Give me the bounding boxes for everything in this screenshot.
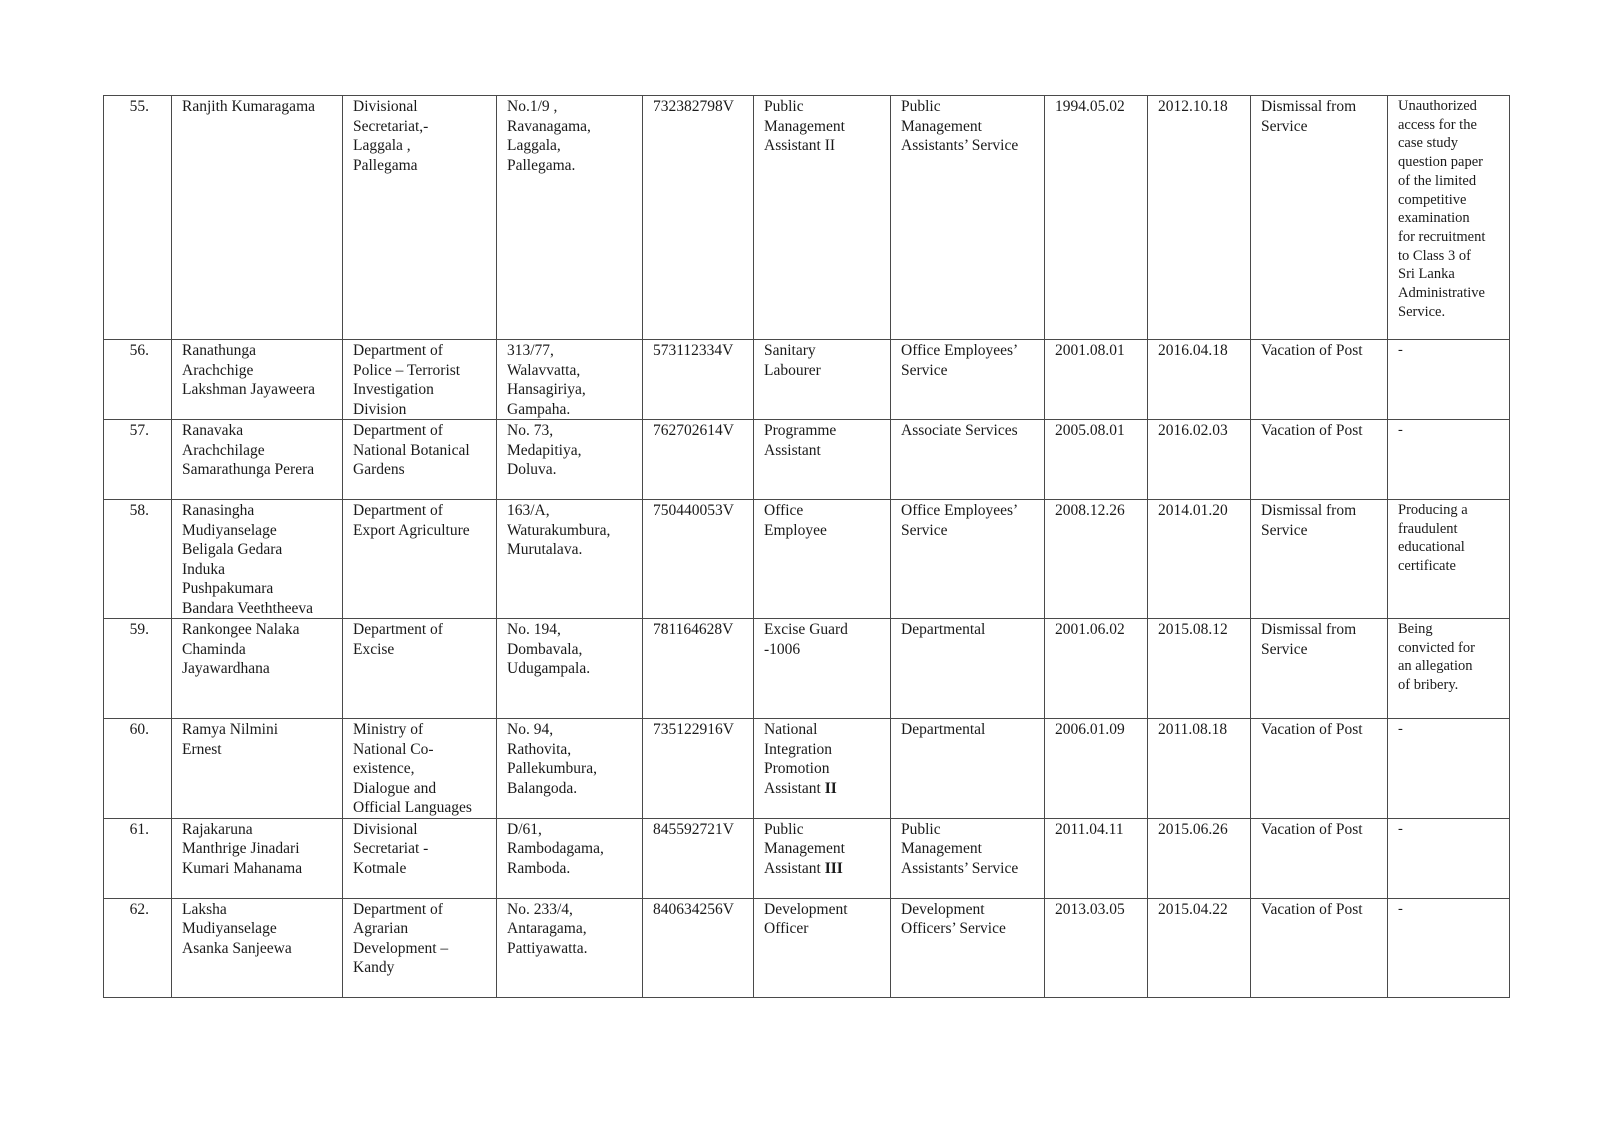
reason-line: competitive — [1398, 191, 1467, 208]
reason-line: access for the — [1398, 116, 1477, 133]
disciplinary-action-line: Dismissal from — [1261, 98, 1357, 115]
record-number-text: 58. — [129, 502, 149, 519]
date-of-appointment-cell — [1045, 500, 1148, 619]
workplace-cell — [343, 500, 497, 619]
reason-cell — [1388, 340, 1510, 420]
address-line: Pallekumbura, — [507, 760, 597, 777]
officer-name-line: Chaminda — [182, 640, 246, 658]
date-of-appointment-cell — [1045, 818, 1148, 898]
officer-name-line: Samarathunga Perera — [182, 461, 315, 478]
nic-number-cell — [643, 96, 754, 340]
nic-number-cell — [643, 420, 754, 500]
post-line: Management — [764, 840, 845, 857]
table-row — [104, 96, 1510, 340]
reason-line: of bribery. — [1398, 677, 1459, 694]
date-of-removal-text: 2012.10.18 — [1158, 98, 1228, 115]
nic-number-text: 840634256V — [653, 900, 734, 918]
workplace-line: Laggala , — [353, 137, 411, 154]
reason-line: Producing a — [1398, 502, 1468, 518]
reason-line: - — [1398, 820, 1403, 837]
disciplinary-action-cell — [1251, 818, 1388, 898]
address-line: Pattiyawatta. — [507, 939, 588, 957]
record-number-cell — [104, 420, 172, 500]
nic-number-cell — [643, 898, 754, 997]
service-line: Office Employees’ — [901, 502, 1019, 519]
nic-number-text: 781164628V — [653, 621, 734, 638]
address-line: Antaragama, — [507, 920, 587, 937]
post-line: Public — [764, 820, 804, 838]
post-cell — [754, 719, 891, 819]
reason-line: Service. — [1398, 303, 1446, 320]
nic-number-cell — [643, 818, 754, 898]
post-cell — [754, 898, 891, 997]
officer-name-line: Rankongee Nalaka — [182, 621, 300, 638]
post-cell — [754, 818, 891, 898]
nic-number-text: 845592721V — [653, 820, 734, 838]
address-line: No. 73, — [507, 422, 554, 439]
disciplinary-action-line: Service — [1261, 521, 1308, 539]
service-cell — [891, 96, 1045, 340]
workplace-line: National Botanical — [353, 441, 470, 459]
date-of-appointment-cell — [1045, 420, 1148, 500]
workplace-line: Ministry of — [353, 721, 424, 738]
service-line: Officers’ Service — [901, 920, 1006, 937]
post-line: Officer — [764, 920, 809, 937]
date-of-removal-text: 2011.08.18 — [1158, 721, 1228, 738]
workplace-cell — [343, 619, 497, 719]
officer-name-line: Jayawardhana — [182, 660, 270, 677]
table-row — [104, 719, 1510, 819]
reason-line: - — [1398, 342, 1403, 358]
post-line: Sanitary — [764, 342, 816, 359]
address-cell — [497, 340, 643, 420]
disciplinary-action-cell — [1251, 96, 1388, 340]
service-line: Associate Services — [901, 422, 1018, 439]
officer-name-line: Ranavaka — [182, 422, 244, 439]
nic-number-text: 762702614V — [653, 422, 734, 439]
reason-line: - — [1398, 721, 1403, 737]
date-of-removal-cell — [1148, 340, 1251, 420]
nic-number-cell — [643, 340, 754, 420]
workplace-line: Division — [353, 400, 407, 418]
post-line: Public — [764, 98, 804, 115]
post-line: Employee — [764, 521, 827, 539]
post-cell — [754, 96, 891, 340]
date-of-removal-cell — [1148, 619, 1251, 719]
workplace-line: Excise — [353, 640, 395, 658]
officer-name-line: Asanka Sanjeewa — [182, 939, 292, 957]
workplace-line: Agrarian — [353, 920, 409, 937]
record-number-text: 60. — [129, 721, 149, 738]
officer-name-line: Bandara Veeththeeva — [182, 599, 313, 617]
officer-name-line: Ranasingha — [182, 502, 255, 519]
workplace-line: Department of — [353, 621, 443, 638]
address-line: D/61, — [507, 820, 542, 838]
date-of-appointment-text: 2001.08.01 — [1055, 342, 1125, 359]
record-number-cell — [104, 898, 172, 997]
date-of-appointment-cell — [1045, 619, 1148, 719]
workplace-line: Official Languages — [353, 799, 472, 816]
nic-number-text: 732382798V — [653, 98, 734, 115]
address-line: No.1/9 , — [507, 98, 558, 115]
workplace-line: Department of — [353, 342, 443, 359]
disciplinary-action-line: Dismissal from — [1261, 621, 1357, 638]
service-cell — [891, 420, 1045, 500]
record-number-cell — [104, 619, 172, 719]
record-number-text: 55. — [129, 98, 149, 115]
service-line: Management — [901, 117, 982, 135]
disciplinary-action-cell — [1251, 619, 1388, 719]
disciplinary-action-cell — [1251, 420, 1388, 500]
record-number-text: 56. — [129, 342, 149, 359]
post-grade: III — [824, 859, 843, 877]
officer-name-line: Beligala Gedara — [182, 541, 283, 558]
reason-line: to Class 3 of — [1398, 247, 1471, 264]
service-line: Departmental — [901, 721, 986, 738]
workplace-line: Dialogue and — [353, 779, 437, 797]
disciplinary-action-line: Vacation of Post — [1261, 820, 1363, 838]
records-body — [104, 96, 1510, 998]
reason-cell — [1388, 500, 1510, 619]
workplace-line: Development – — [353, 939, 449, 957]
post-cell — [754, 420, 891, 500]
reason-line: for recruitment — [1398, 228, 1486, 245]
reason-cell — [1388, 898, 1510, 997]
officer-name-line: Ranathunga — [182, 342, 257, 359]
officer-name-cell — [172, 719, 343, 819]
service-line: Departmental — [901, 621, 986, 638]
workplace-line: Divisional — [353, 98, 418, 115]
reason-line: examination — [1398, 210, 1470, 227]
record-number-cell — [104, 818, 172, 898]
post-line: Assistant II — [764, 137, 836, 154]
service-line: Office Employees’ — [901, 342, 1019, 359]
reason-line: Sri Lanka — [1398, 266, 1455, 283]
officer-name-line: Mudiyanselage — [182, 920, 277, 937]
address-line: Pallegama. — [507, 156, 576, 174]
officer-name-cell — [172, 500, 343, 619]
post-cell — [754, 340, 891, 420]
post-line: Assistant II — [764, 779, 837, 797]
date-of-removal-cell — [1148, 898, 1251, 997]
reason-line: fraudulent — [1398, 520, 1458, 537]
officer-name-cell — [172, 619, 343, 719]
address-cell — [497, 619, 643, 719]
address-line: Hansagiriya, — [507, 381, 586, 398]
date-of-appointment-text: 2005.08.01 — [1055, 422, 1125, 439]
officer-name-cell — [172, 818, 343, 898]
table-row — [104, 619, 1510, 719]
record-number-cell — [104, 340, 172, 420]
nic-number-cell — [643, 619, 754, 719]
disciplinary-action-line: Vacation of Post — [1261, 422, 1363, 439]
officer-name-line: Lakshman Jayaweera — [182, 381, 315, 398]
address-cell — [497, 719, 643, 819]
service-cell — [891, 898, 1045, 997]
workplace-line: Department of — [353, 422, 443, 439]
date-of-removal-cell — [1148, 420, 1251, 500]
reason-line: case study — [1398, 135, 1458, 152]
workplace-cell — [343, 898, 497, 997]
post-line: Labourer — [764, 361, 821, 379]
address-line: Dombavala, — [507, 640, 583, 658]
date-of-removal-text: 2016.04.18 — [1158, 342, 1228, 359]
reason-cell — [1388, 818, 1510, 898]
service-line: Management — [901, 840, 982, 857]
workplace-line: Kandy — [353, 959, 395, 976]
address-line: Murutalava. — [507, 541, 583, 558]
address-line: No. 233/4, — [507, 900, 573, 918]
reason-cell — [1388, 619, 1510, 719]
reason-line: Being — [1398, 621, 1433, 637]
officer-name-line: Mudiyanselage — [182, 521, 277, 539]
reason-line: educational — [1398, 539, 1465, 556]
officer-name-line: Ranjith Kumaragama — [182, 98, 315, 115]
disciplinary-action-line: Vacation of Post — [1261, 721, 1363, 738]
workplace-cell — [343, 420, 497, 500]
nic-number-text: 735122916V — [653, 721, 734, 738]
workplace-cell — [343, 818, 497, 898]
post-line: Office — [764, 502, 804, 519]
address-line: Laggala, — [507, 137, 561, 154]
reason-line: Administrative — [1398, 285, 1485, 302]
date-of-removal-text: 2015.06.26 — [1158, 820, 1228, 838]
date-of-removal-text: 2015.08.12 — [1158, 621, 1228, 638]
service-line: Service — [901, 521, 948, 539]
workplace-line: Pallegama — [353, 156, 418, 174]
date-of-appointment-text: 1994.05.02 — [1055, 98, 1125, 115]
workplace-line: National Co- — [353, 740, 434, 758]
post-line: Assistant — [764, 441, 821, 459]
table-row — [104, 340, 1510, 420]
officer-name-line: Rajakaruna — [182, 820, 253, 838]
officer-name-line: Ernest — [182, 740, 222, 758]
date-of-appointment-text: 2011.04.11 — [1055, 820, 1124, 838]
service-line: Assistants’ Service — [901, 137, 1019, 154]
service-cell — [891, 340, 1045, 420]
record-number-cell — [104, 96, 172, 340]
date-of-removal-text: 2014.01.20 — [1158, 502, 1228, 519]
table-row — [104, 420, 1510, 500]
officer-name-cell — [172, 898, 343, 997]
officer-name-line: Induka — [182, 560, 226, 578]
table-row — [104, 898, 1510, 997]
workplace-line: Secretariat,- — [353, 117, 429, 135]
nic-number-cell — [643, 500, 754, 619]
reason-line: of the limited — [1398, 172, 1477, 189]
post-line: Programme — [764, 422, 837, 439]
address-cell — [497, 420, 643, 500]
officer-name-cell — [172, 420, 343, 500]
address-line: No. 194, — [507, 621, 561, 638]
date-of-appointment-cell — [1045, 96, 1148, 340]
address-line: Walavvatta, — [507, 361, 581, 379]
table-row — [104, 500, 1510, 619]
service-line: Public — [901, 820, 941, 838]
date-of-appointment-text: 2006.01.09 — [1055, 721, 1125, 738]
workplace-line: Kotmale — [353, 859, 407, 877]
date-of-removal-cell — [1148, 818, 1251, 898]
record-number-text: 59. — [129, 621, 149, 638]
address-line: Ramboda. — [507, 859, 571, 877]
date-of-appointment-cell — [1045, 340, 1148, 420]
post-line: Integration — [764, 740, 833, 758]
workplace-cell — [343, 340, 497, 420]
reason-cell — [1388, 96, 1510, 340]
reason-line: an allegation — [1398, 658, 1473, 675]
date-of-removal-cell — [1148, 500, 1251, 619]
officer-name-line: Pushpakumara — [182, 580, 274, 597]
workplace-line: Police – Terrorist — [353, 361, 461, 379]
workplace-line: Export Agriculture — [353, 521, 470, 539]
workplace-cell — [343, 96, 497, 340]
record-number-text: 62. — [129, 900, 149, 918]
address-line: No. 94, — [507, 721, 554, 738]
service-line: Assistants’ Service — [901, 859, 1019, 877]
officer-name-line: Arachchilage — [182, 441, 265, 459]
date-of-removal-text: 2015.04.22 — [1158, 900, 1228, 918]
date-of-appointment-cell — [1045, 719, 1148, 819]
date-of-appointment-text: 2013.03.05 — [1055, 900, 1125, 918]
address-line: 163/A, — [507, 502, 550, 519]
date-of-removal-cell — [1148, 96, 1251, 340]
service-cell — [891, 500, 1045, 619]
record-number-cell — [104, 719, 172, 819]
address-line: Gampaha. — [507, 400, 571, 418]
officer-name-line: Kumari Mahanama — [182, 859, 303, 877]
workplace-line: Gardens — [353, 461, 405, 478]
date-of-appointment-cell — [1045, 898, 1148, 997]
reason-line: convicted for — [1398, 639, 1475, 656]
officer-name-cell — [172, 96, 343, 340]
date-of-appointment-text: 2001.06.02 — [1055, 621, 1125, 638]
workplace-line: Department of — [353, 900, 443, 918]
records-table — [103, 95, 1510, 998]
workplace-line: Investigation — [353, 381, 434, 398]
nic-number-text: 750440053V — [653, 502, 734, 519]
disciplinary-action-cell — [1251, 898, 1388, 997]
disciplinary-action-cell — [1251, 500, 1388, 619]
reason-line: Unauthorized — [1398, 98, 1477, 114]
record-number-text: 61. — [129, 820, 149, 838]
disciplinary-action-cell — [1251, 340, 1388, 420]
service-cell — [891, 818, 1045, 898]
workplace-line: Secretariat - — [353, 840, 429, 857]
post-cell — [754, 619, 891, 719]
service-line: Service — [901, 361, 948, 379]
reason-line: - — [1398, 422, 1403, 438]
disciplinary-action-line: Service — [1261, 117, 1308, 135]
address-line: Doluva. — [507, 461, 557, 478]
address-line: 313/77, — [507, 342, 554, 359]
post-line: Development — [764, 900, 848, 918]
address-cell — [497, 500, 643, 619]
service-line: Public — [901, 98, 941, 115]
date-of-removal-text: 2016.02.03 — [1158, 422, 1228, 439]
workplace-cell — [343, 719, 497, 819]
post-grade: II — [824, 779, 837, 797]
officer-name-line: Ramya Nilmini — [182, 721, 279, 738]
address-line: Ravanagama, — [507, 117, 591, 135]
address-cell — [497, 898, 643, 997]
address-line: Udugampala. — [507, 660, 591, 677]
address-cell — [497, 818, 643, 898]
address-cell — [497, 96, 643, 340]
table-row — [104, 818, 1510, 898]
officer-name-line: Arachchige — [182, 361, 254, 379]
nic-number-cell — [643, 719, 754, 819]
address-line: Rambodagama, — [507, 840, 604, 857]
disciplinary-action-line: Service — [1261, 640, 1308, 658]
disciplinary-action-cell — [1251, 719, 1388, 819]
post-cell — [754, 500, 891, 619]
address-line: Rathovita, — [507, 740, 572, 758]
post-line: Excise Guard — [764, 621, 848, 638]
workplace-line: Department of — [353, 502, 443, 519]
disciplinary-action-line: Vacation of Post — [1261, 900, 1363, 918]
service-cell — [891, 619, 1045, 719]
reason-line: - — [1398, 900, 1403, 917]
reason-line: question paper — [1398, 154, 1483, 171]
officer-name-cell — [172, 340, 343, 420]
address-line: Waturakumbura, — [507, 521, 611, 539]
officer-name-line: Manthrige Jinadari — [182, 840, 300, 857]
post-line: Management — [764, 117, 845, 135]
record-number-text: 57. — [129, 422, 149, 439]
workplace-line: Divisional — [353, 820, 418, 838]
officer-name-line: Laksha — [182, 900, 227, 918]
post-line: Assistant III — [764, 859, 843, 877]
reason-cell — [1388, 420, 1510, 500]
service-line: Development — [901, 900, 985, 918]
address-line: Balangoda. — [507, 779, 578, 797]
address-line: Medapitiya, — [507, 441, 582, 459]
post-line: -1006 — [764, 640, 801, 658]
date-of-removal-cell — [1148, 719, 1251, 819]
service-cell — [891, 719, 1045, 819]
workplace-line: existence, — [353, 760, 415, 777]
disciplinary-action-line: Vacation of Post — [1261, 342, 1363, 359]
nic-number-text: 573112334V — [653, 342, 734, 359]
post-line: Promotion — [764, 760, 830, 777]
record-number-cell — [104, 500, 172, 619]
disciplinary-action-line: Dismissal from — [1261, 502, 1357, 519]
date-of-appointment-text: 2008.12.26 — [1055, 502, 1125, 519]
post-line: National — [764, 721, 818, 738]
reason-cell — [1388, 719, 1510, 819]
reason-line: certificate — [1398, 558, 1456, 575]
